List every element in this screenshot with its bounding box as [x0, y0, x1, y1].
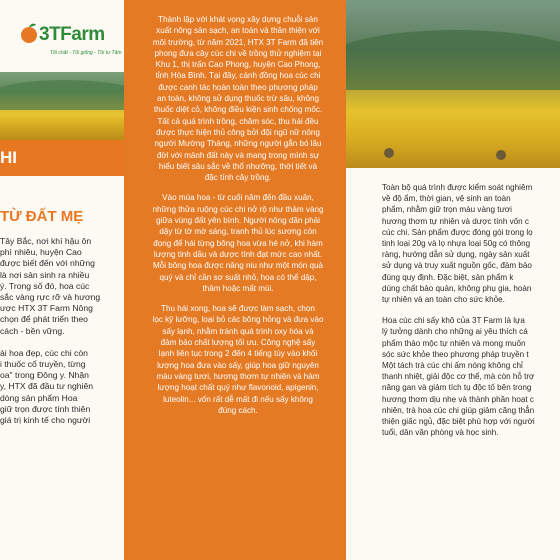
middle-text-line: những thửa ruộng cúc chi nở rộ như thảm vàng — [152, 204, 324, 214]
middle-text-line: luteolin... vốn rất dễ mất đi nếu sấy không — [163, 394, 313, 404]
left-text-line: cách - bền vững. — [0, 325, 65, 336]
middle-text-line: hiểu biết sâu sắc về thổ nhưỡng, thời tiết và — [158, 161, 318, 171]
middle-text-line: thuốc diệt cỏ, không điều kiện sinh chống mốc. — [153, 105, 323, 115]
right-text-line: lý tưởng dành cho những ai yêu thích cá — [382, 327, 528, 337]
middle-text-line: tỉnh Hòa Bình. Tại đây, cánh đồng hoa cúc chi — [155, 71, 321, 81]
middle-text-line: lọc kỹ lưỡng, loại bỏ các bông hỏng và đưa vào — [152, 315, 324, 325]
paragraph-gap — [382, 305, 560, 315]
left-column — [0, 0, 124, 560]
left-text-line: i thuốc cổ truyền, từng — [0, 359, 86, 370]
right-text-line: tuổi, dân văn phòng và học sinh. — [382, 428, 499, 438]
middle-text-line: xuất nông sản sạch, an toàn và thân thiện với — [156, 26, 320, 36]
middle-text-line: đảm bảo chất lượng tối ưu. Công nghệ sấy — [160, 338, 316, 348]
right-text-line: sóc sức khỏe theo phương pháp truyền t — [382, 349, 529, 359]
right-text-line: phẩm thảo mộc tự nhiên và mong muốn — [382, 338, 526, 348]
right-text-line: Hoa cúc chi sấy khô của 3T Farm là lựa — [382, 316, 525, 326]
middle-text-line: đọng để hái từng bông hoa vừa hé nở, khi hàm — [153, 238, 323, 248]
left-text-line: là nơi sản sinh ra nhiều — [0, 269, 90, 280]
left-text-line: dòng sản phẩm Hoa — [0, 392, 78, 403]
orange-fruit-icon — [18, 22, 40, 44]
brand-name: 3TFarm — [39, 24, 105, 45]
middle-text-line: sấy lạnh, nhằm tránh quá trình oxy hóa và — [162, 326, 314, 336]
middle-text-line: người Mường Thàng, những người gắn bó lâu — [154, 139, 322, 149]
left-text-line: phì nhiêu, huyện Cao — [0, 247, 82, 258]
middle-text-line: được canh tác hoàn toàn theo phương pháp — [158, 82, 318, 92]
left-text-line: ược HTX 3T Farm Nông — [0, 303, 93, 314]
middle-text-line: Khu 1, thị trấn Cao Phong, huyện Cao Phong, — [155, 60, 321, 70]
right-column — [346, 0, 560, 560]
field-photo-right — [346, 0, 560, 168]
middle-text-line: dậy từ tờ mờ sáng, tranh thủ lúc sương còn — [159, 227, 317, 237]
middle-text-line: đúng cách. — [218, 405, 258, 415]
right-text-line: nhiên, trà hoa cúc chi giúp giảm căng thẳn — [382, 405, 535, 415]
left-text-line: chọn để phát triển theo — [0, 314, 88, 325]
left-text-line: y, HTX đã đầu tư nghiên — [0, 381, 94, 392]
left-text-line: giữ trọn được tính thiên — [0, 403, 91, 414]
right-text-line: nâng gan và giảm tích tụ độc tố bên trong — [382, 383, 532, 393]
middle-text-line: đời với mảnh đất này và mang trong mình sự — [156, 150, 320, 160]
right-text-line: Một tách trà cúc chi ấm nóng không chỉ — [382, 361, 523, 371]
right-text-line: sử dụng và truy xuất nguồn gốc, đảm bảo — [382, 261, 532, 271]
middle-text-line: phong đưa cây cúc chi về trồng thử nghiệm tại — [154, 48, 322, 58]
right-text-line: hương thơm tự nhiên và dược tính vốn c — [382, 216, 529, 226]
middle-text-line: Mỗi bông hoa được nâng niu như một món quà — [152, 261, 324, 271]
right-text-line: cúc chi. Sản phẩm được đóng gói trong lọ — [382, 227, 533, 237]
right-text-line: tinh loại 20g và lọ nhựa loại 50g có thông — [382, 239, 531, 249]
middle-text-line: Tất cả quá trình trồng, chăm sóc, thu hái đều — [157, 116, 319, 126]
right-text-line: thiện giấc ngủ, đặc biệt phù hợp với người — [382, 417, 535, 427]
middle-text-line: lượng tinh dầu và dược tính đạt mức cao nhất. — [153, 249, 323, 259]
section-band-text: HI — [0, 148, 17, 167]
left-article-text — [0, 236, 124, 426]
right-article-text — [382, 182, 560, 438]
middle-text-line: Vào mùa hoa - từ cuối năm đến đầu xuân, — [162, 193, 314, 203]
left-text-line: sắc vàng rực rỡ và hương — [0, 292, 101, 303]
right-text-line: tự nhiên và an toàn cho sức khỏe. — [382, 295, 505, 305]
section-band — [0, 140, 124, 176]
field-photo-left — [0, 72, 124, 140]
left-text-line: giá trị kinh tế cho người — [0, 415, 91, 426]
left-text-line: ý. Trong số đó, hoa cúc — [0, 280, 90, 291]
section-heading: TỪ ĐẤT MẸ — [0, 208, 84, 225]
middle-text-line: Thành lập với khát vọng xây dựng chuỗi sản — [158, 15, 318, 24]
left-text-line: Tây Bắc, nơi khí hậu ôn — [0, 236, 92, 246]
paragraph-gap — [140, 183, 336, 192]
right-text-line: dùng chất bảo quản, không phụ gia, hoàn — [382, 283, 532, 293]
right-text-line: đúng quy định. Đặc biệt, sản phẩm k — [382, 272, 514, 282]
middle-text-line: được thực hiện thủ công bởi đội ngũ nữ nông — [156, 127, 320, 137]
middle-text-line: môi trường, từ năm 2021, HTX 3T Farm đã tiên — [152, 37, 324, 47]
right-text-line: hương thơm dịu nhẹ và thành phần hoạt c — [382, 394, 534, 404]
right-text-line: ràng, hướng dẫn sử dụng, ngày sản xuất — [382, 250, 530, 260]
left-text-line: ài hoa đẹp, cúc chi còn — [0, 347, 88, 358]
right-text-line: về độ ẩm, thời gian, vệ sinh an toàn — [382, 194, 511, 204]
middle-text-line: Thu hái xong, hoa sẽ được làm sạch, chọn — [161, 304, 315, 314]
right-text-line: phẩm, nhằm giữ trọn màu vàng tươi — [382, 205, 512, 215]
middle-column — [124, 0, 346, 560]
middle-text-line: lạnh liên tục trong 2 đến 4 tiếng tùy vào khối — [158, 349, 318, 359]
brand-tagline: Tôi chất - Tôi giống - Tôi tư Tâm — [50, 50, 122, 56]
middle-text-line: giữa vùng đất yên bình. Người nông dân phải — [156, 216, 320, 226]
brand-logo — [18, 20, 124, 62]
middle-text-line: quý và chỉ cần sơ suất nhỏ, hoa có thể dập, — [159, 272, 317, 282]
middle-text-line: lượng hoa đưa vào sấy, giúp hoa giữ nguyên — [157, 360, 319, 370]
middle-text-line: thâm hoặc mất mùi. — [202, 283, 274, 293]
middle-text-line: màu vàng tươi, hương thơm tự nhiên và hàm — [156, 371, 320, 381]
left-text-line: oa" trong Đông y. Nhận — [0, 370, 89, 381]
left-text-line: được biết đến với những — [0, 258, 95, 269]
middle-text-line: đặc tính cây trồng. — [204, 173, 272, 183]
right-text-line: thanh nhiệt, giải độc cơ thể, mà còn hỗ trợ — [382, 372, 535, 382]
paragraph-gap — [140, 294, 336, 303]
middle-text-line: an toàn, không sử dụng thuốc trừ sâu, không — [156, 94, 320, 104]
right-text-line: Toàn bộ quá trình được kiểm soát nghiêm — [382, 183, 533, 192]
middle-text-line: lượng hoạt chất quý như flavonoid, apigenin, — [157, 383, 319, 393]
middle-article-text — [140, 14, 336, 416]
paragraph-gap — [0, 337, 124, 348]
